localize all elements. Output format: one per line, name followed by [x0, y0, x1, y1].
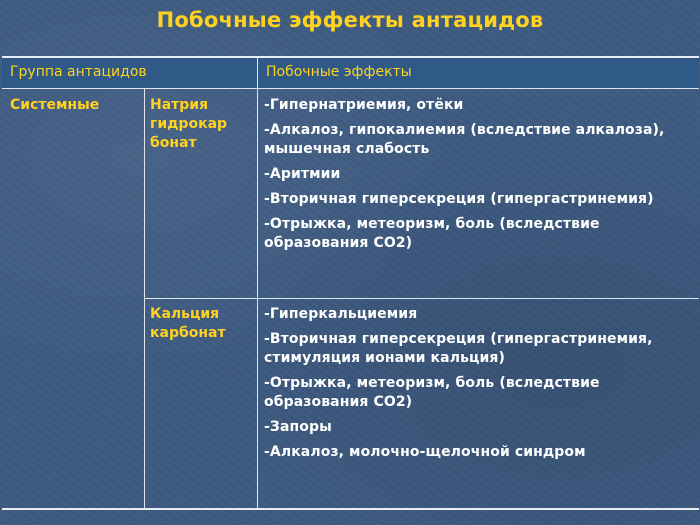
list-item: -Алкалоз, молочно-щелочной синдром [264, 444, 586, 460]
list-item: -Вторичная гиперсекреция (гипергастринемия) [264, 191, 654, 207]
drug-name-sodium-bicarbonate: Натрия гидрокар бонат [150, 97, 228, 151]
list-item: -Гипернатриемия, отёки [264, 97, 464, 113]
column-divider-main [257, 58, 258, 508]
side-effects-list [264, 305, 694, 468]
list-item: -Вторичная гиперсекреция (гипергастринемия, стимуляция ионами кальция) [264, 331, 653, 366]
list-item: -Алкалоз, гипокалиемия (вследствие алкалоза), мышечная слабость [264, 122, 665, 157]
list-item: -Отрыжка, метеоризм, боль (вследствие образования СО2) [264, 216, 600, 251]
list-item: -Отрыжка, метеоризм, боль (вследствие образования СО2) [264, 375, 600, 410]
row-divider [144, 298, 699, 299]
slide-title: Побочные эффекты антацидов [156, 8, 544, 32]
side-effects-table [2, 56, 699, 510]
list-item: -Аритмии [264, 166, 341, 182]
group-label-systemic: Системные [10, 97, 100, 113]
list-item: -Гиперкальциемия [264, 306, 418, 322]
drug-name-calcium-carbonate: Кальция карбонат [150, 306, 226, 341]
header-antacid-group: Группа антацидов [10, 64, 147, 80]
header-side-effects: Побочные эффекты [266, 64, 412, 80]
list-item: -Запоры [264, 419, 332, 435]
side-effects-list [264, 96, 694, 259]
table-header-row [2, 58, 699, 89]
